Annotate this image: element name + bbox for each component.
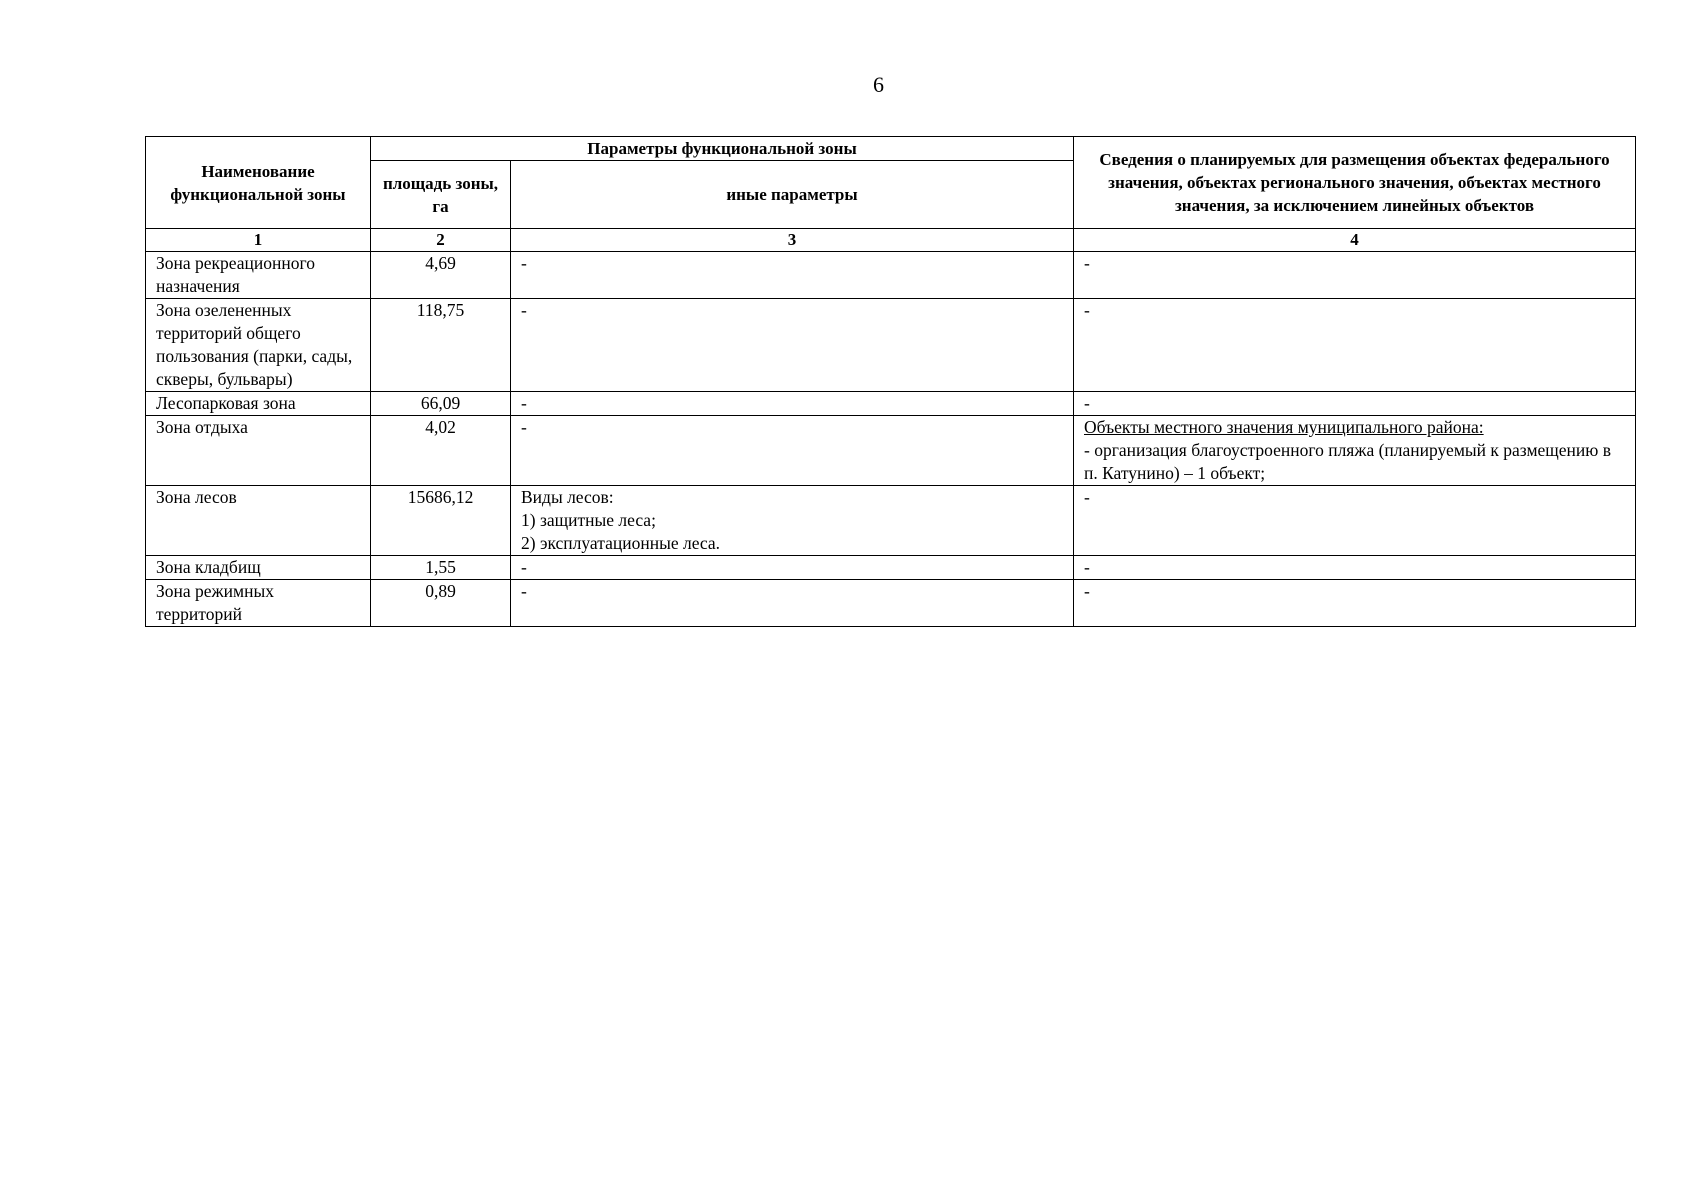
planned-objects-cell [1074,392,1636,416]
other-parameter-line: - [521,300,527,320]
zone-name-cell: Зона лесов [146,486,371,556]
functional-zones-table [145,136,1636,627]
table-row [146,252,1636,299]
other-parameters-cell [511,252,1074,299]
other-parameters-cell [511,299,1074,392]
zone-name-cell: Лесопарковая зона [146,392,371,416]
planned-object-line: - [1084,581,1090,601]
header-parameters-group: Параметры функциональной зоны [371,137,1074,161]
table-row [146,392,1636,416]
table-row [146,486,1636,556]
zone-area-cell: 1,55 [371,556,511,580]
table-row [146,299,1636,392]
planned-objects-cell [1074,580,1636,627]
zone-name-cell: Зона отдыха [146,416,371,486]
other-parameter-line: - [521,557,527,577]
zone-area-cell: 0,89 [371,580,511,627]
planned-objects-cell [1074,556,1636,580]
planned-objects-cell [1074,299,1636,392]
other-parameter-line: - [521,393,527,413]
zone-name-cell: Зона режимных территорий [146,580,371,627]
table-row [146,580,1636,627]
planned-object-line: - [1084,300,1090,320]
header-zone-name: Наименование функциональной зоны [146,137,371,229]
table-header [146,137,1636,252]
table-row [146,416,1636,486]
column-number: 3 [511,229,1074,252]
other-parameter-line: - [521,581,527,601]
column-number: 4 [1074,229,1636,252]
zone-name-cell: Зона озелененных территорий общего пользования (парки, сады, скверы, бульвары) [146,299,371,392]
other-parameters-cell [511,416,1074,486]
zone-area-cell: 66,09 [371,392,511,416]
zone-area-cell: 4,69 [371,252,511,299]
other-parameter-line: 2) эксплуатационные леса. [521,533,721,553]
table-body [146,252,1636,627]
planned-objects-cell [1074,252,1636,299]
other-parameters-cell [511,580,1074,627]
planned-object-line: - [1084,393,1090,413]
page-number: 6 [873,72,884,97]
other-parameter-line: Виды лесов: [521,487,614,507]
other-parameters-cell [511,556,1074,580]
zone-area-cell: 4,02 [371,416,511,486]
planned-objects-cell [1074,416,1636,486]
planned-objects-cell [1074,486,1636,556]
zone-name-cell: Зона рекреационного назначения [146,252,371,299]
planned-object-line: - организация благоустроенного пляжа (планируемый к размещению в п. Катунино) – 1 объект; [1084,440,1611,483]
other-parameter-line: - [521,253,527,273]
header-area: площадь зоны, га [371,161,511,229]
column-number: 2 [371,229,511,252]
planned-object-line: - [1084,487,1090,507]
zone-area-cell: 118,75 [371,299,511,392]
table-row [146,556,1636,580]
planned-object-line: - [1084,557,1090,577]
planned-object-line: - [1084,253,1090,273]
header-planned-objects: Сведения о планируемых для размещения объектах федерального значения, объектах регионального значения, объектах местного значения, за исключением линейных объектов [1074,137,1636,229]
other-parameter-line: 1) защитные леса; [521,510,656,530]
zone-name-cell: Зона кладбищ [146,556,371,580]
other-parameters-cell [511,486,1074,556]
planned-objects-heading: Объекты местного значения муниципального района: [1084,417,1484,437]
column-number: 1 [146,229,371,252]
column-number-row [146,229,1636,252]
other-parameters-cell [511,392,1074,416]
header-other-parameters: иные параметры [511,161,1074,229]
other-parameter-line: - [521,417,527,437]
zone-area-cell: 15686,12 [371,486,511,556]
